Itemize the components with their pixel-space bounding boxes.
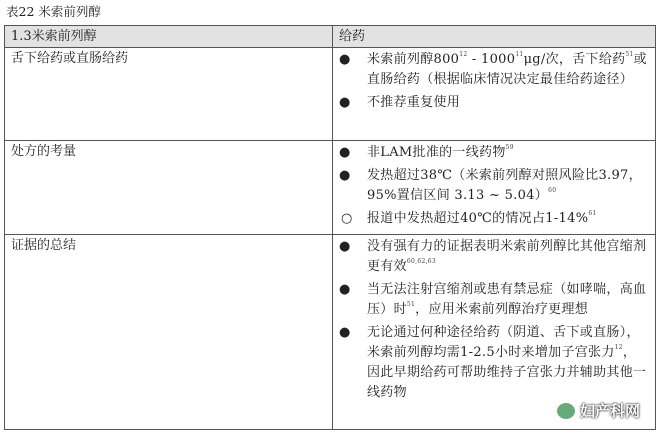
citation-ref: 60 [548, 187, 557, 194]
bullet-text: 或直肠给药（根据临床情况决定最佳给药途径） [367, 52, 647, 87]
bullet-text: ，因此早期给药可帮助维持子宫张力并辅助其他一线药物 [367, 345, 647, 400]
bullet-text: 发热超过38℃（米索前列醇对照风险比3.97，95%置信区间 3.13 ~ 5.04） [367, 168, 642, 203]
bullet-item [333, 166, 647, 206]
citation-ref: 12 [459, 51, 468, 58]
bullet-list [333, 141, 655, 229]
citation-ref: 11 [515, 51, 524, 58]
bullet-item [333, 209, 647, 229]
bullet-text: 当无法注射宫缩剂或患有禁忌症（如哮喘，高血压）时 [367, 282, 647, 317]
bullet-list [333, 235, 655, 403]
citation-ref: 61 [588, 210, 597, 217]
bullet-item [333, 50, 647, 90]
watermark-text: 妇产科网 [579, 402, 640, 420]
bullet-text: μg/次，舌下给药 [523, 52, 626, 67]
dot-bullet-icon: ● [339, 95, 351, 110]
bullet-item [333, 93, 647, 113]
circle-bullet-icon: ○ [341, 211, 353, 226]
dot-bullet-icon: ● [339, 239, 351, 254]
bullet-list [333, 48, 655, 113]
wechat-logo-icon [556, 402, 576, 420]
watermark [556, 400, 640, 421]
bullet-text: ，应用米索前列醇治疗更理想 [415, 302, 589, 317]
header-col2: 给药 [339, 29, 366, 44]
citation-ref: 59 [505, 144, 514, 151]
bullet-item [333, 143, 647, 163]
dot-bullet-icon: ● [339, 168, 351, 183]
dot-bullet-icon: ● [339, 145, 351, 160]
dot-bullet-icon: ● [339, 325, 351, 340]
bullet-item [333, 323, 647, 403]
header-col1: 1.3米索前列醇 [11, 29, 97, 44]
bullet-item [333, 280, 647, 320]
table-header-row [5, 26, 656, 48]
bullet-text: 非LAM批准的一线药物 [367, 145, 506, 160]
misoprostol-table [4, 25, 656, 430]
citation-ref: 12 [614, 344, 623, 351]
bullet-text: 不推荐重复使用 [367, 95, 461, 110]
citation-ref: 51 [406, 301, 416, 308]
row-label: 处方的考量 [11, 144, 77, 159]
row-label: 舌下给药或直肠给药 [11, 51, 129, 66]
table-row [5, 48, 656, 141]
dot-bullet-icon: ● [339, 282, 351, 297]
table-row [5, 141, 656, 235]
bullet-item [333, 237, 647, 277]
bullet-text: 报道中发热超过40℃的情况占1-14% [367, 211, 589, 226]
bullet-text: 无论通过何种途径给药（阴道、舌下或直肠），米索前列醇均需1-2.5小时来增加子宫张力 [367, 325, 640, 360]
bullet-text: 没有强有力的证据表明米索前列醇比其他宫缩剂更有效 [367, 239, 647, 274]
citation-ref: 51 [625, 51, 634, 58]
table-caption: 表22 米索前列醇 [6, 4, 101, 19]
bullet-text: - 1000 [467, 52, 516, 67]
bullet-text: 米索前列醇800 [367, 52, 460, 67]
citation-ref: 60,62,63 [406, 258, 437, 265]
dot-bullet-icon: ● [339, 52, 351, 67]
row-label: 证据的总结 [11, 238, 77, 253]
